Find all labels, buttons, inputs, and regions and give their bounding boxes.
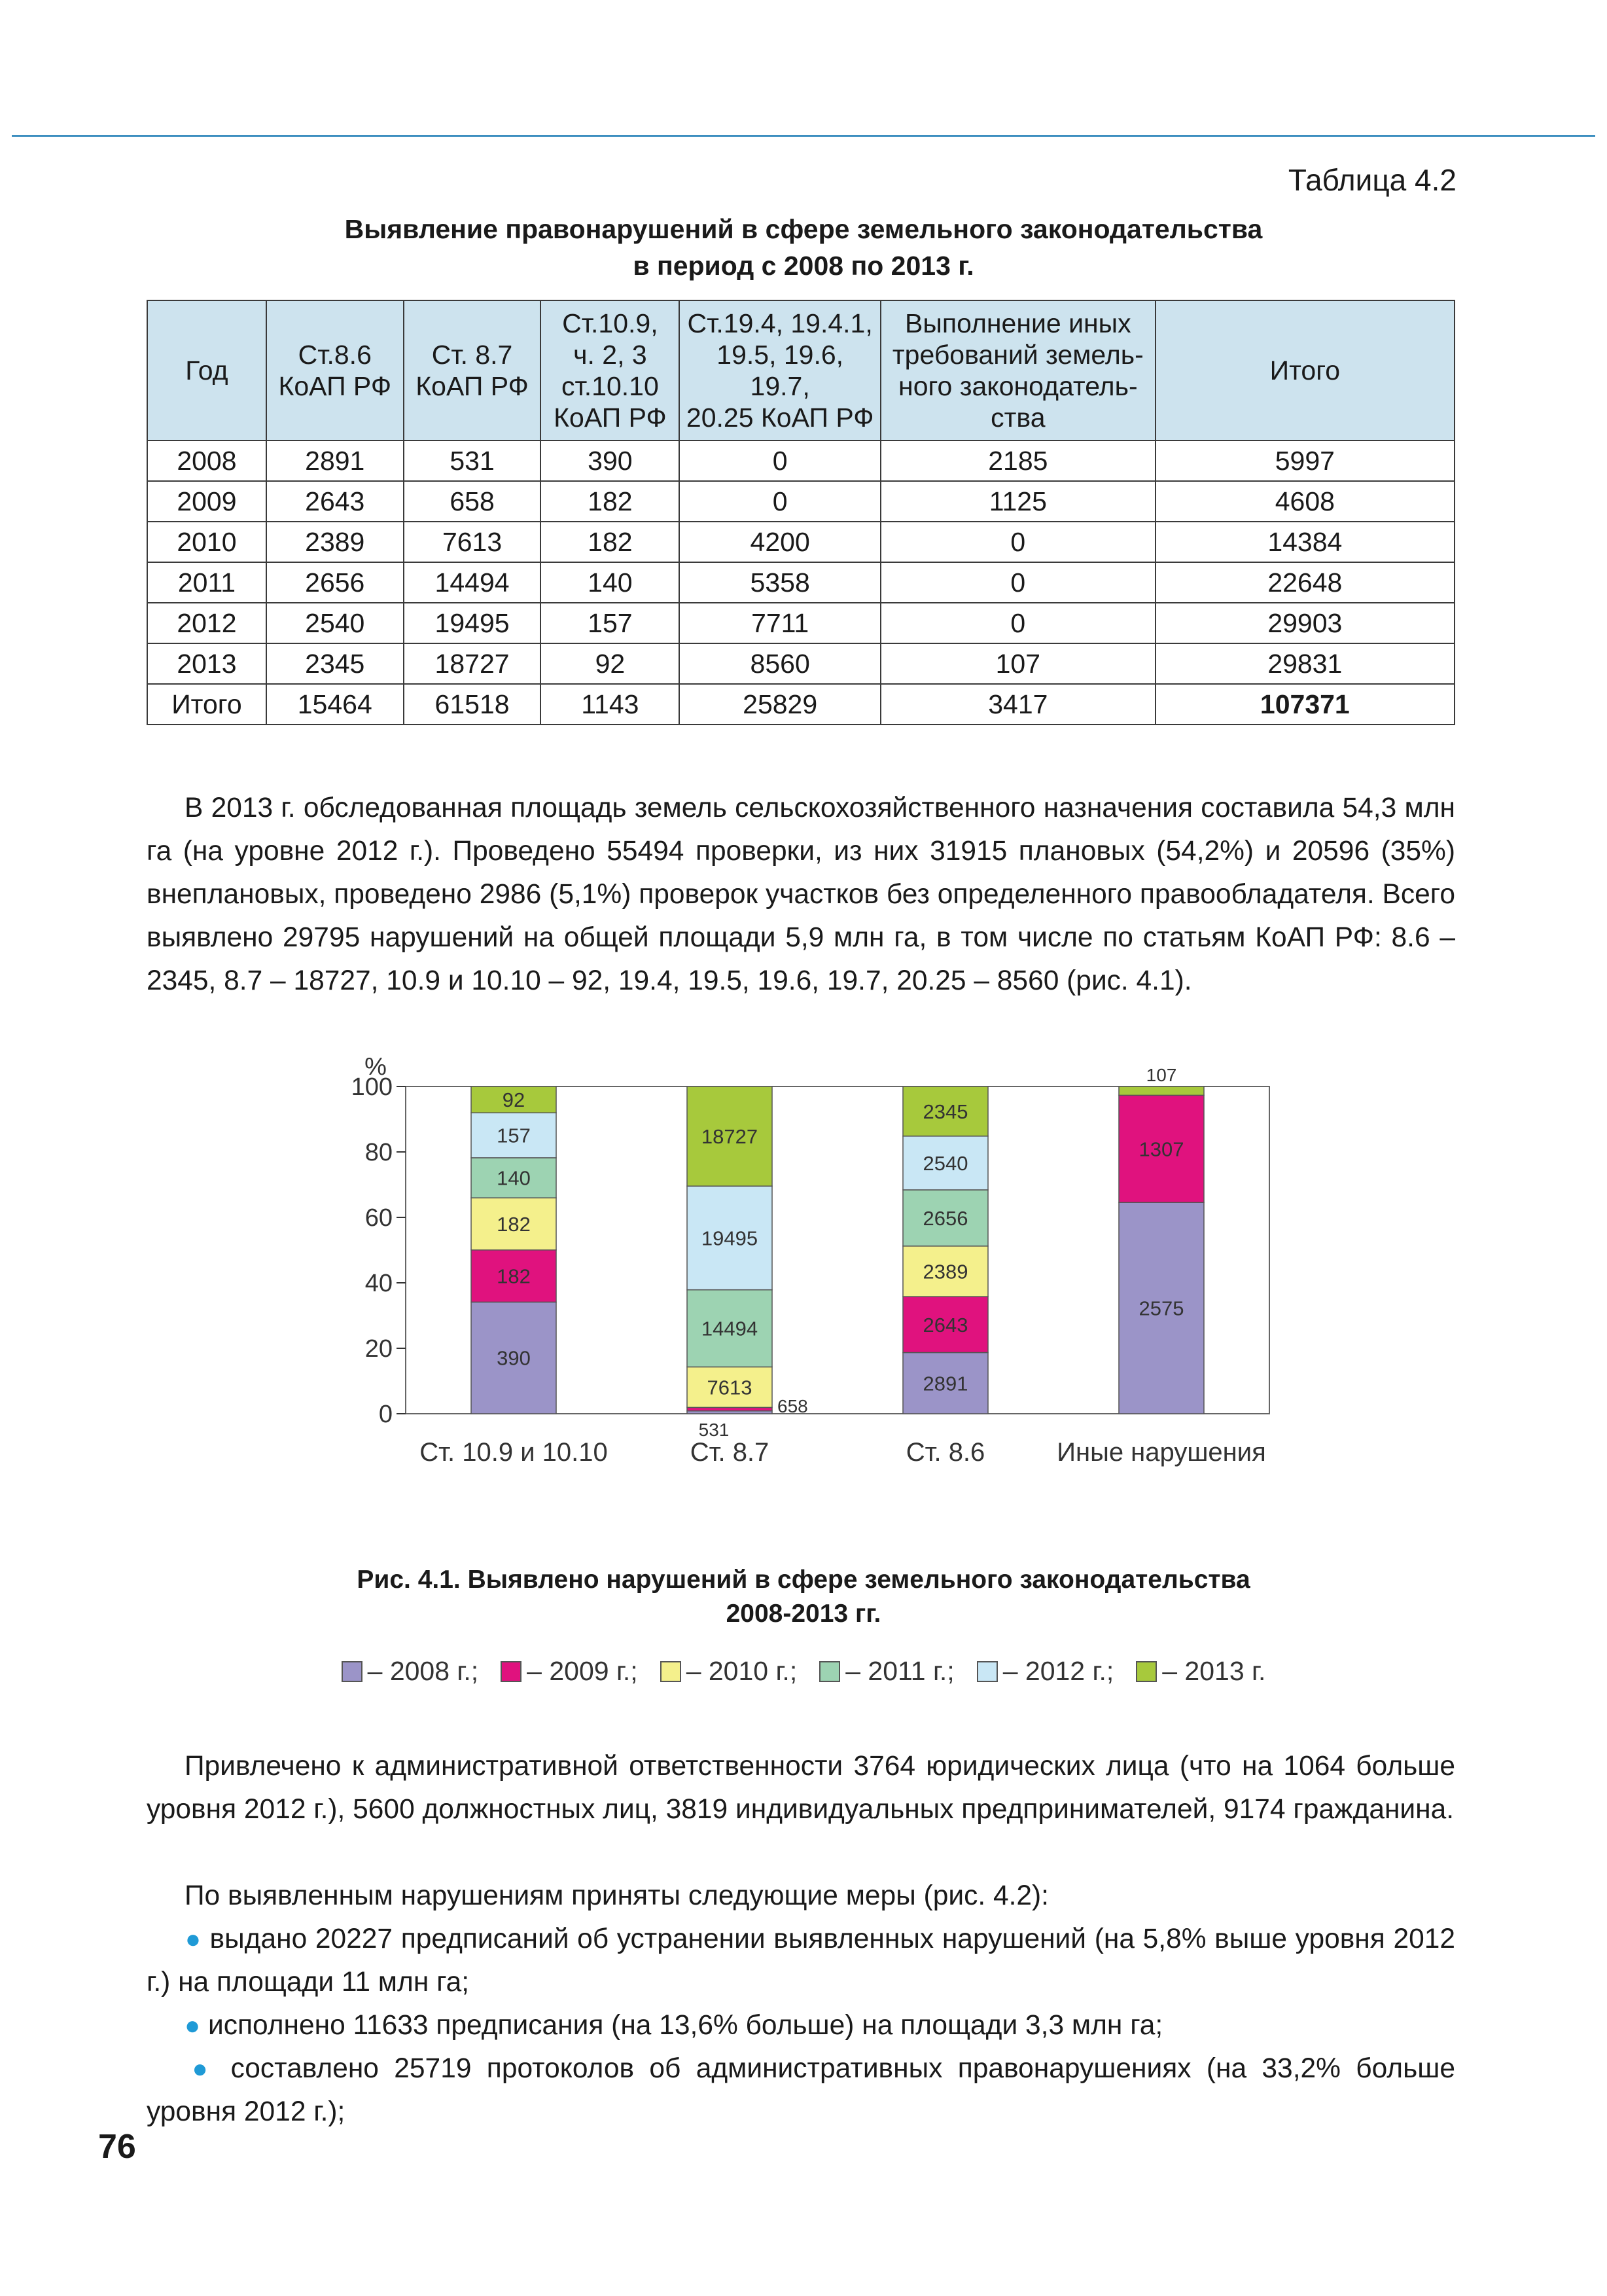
table-cell: 18727 [404, 643, 541, 684]
table-cell: 2891 [266, 440, 404, 481]
table-row [147, 684, 1455, 725]
y-tick-label: 100 [351, 1073, 393, 1101]
table-cell: 0 [679, 481, 881, 522]
data-label: 2389 [923, 1260, 968, 1283]
legend-item [660, 1656, 798, 1687]
table-header-line: КоАП РФ [554, 403, 667, 433]
legend-label: – 2013 г. [1162, 1656, 1266, 1686]
table-row [147, 481, 1455, 522]
table-cell: 4608 [1156, 481, 1455, 522]
data-label: 658 [777, 1396, 808, 1416]
table-header-line: требований земель- [892, 340, 1144, 370]
table-label: Таблица 4.2 [1288, 163, 1457, 197]
table-cell: 29831 [1156, 643, 1455, 684]
table-cell: 2656 [266, 562, 404, 603]
table-header-line: ства [991, 403, 1046, 433]
bullet-item-1 [147, 1918, 1455, 2004]
table-header-line: 20.25 КоАП РФ [686, 403, 874, 433]
data-label: 14494 [701, 1317, 758, 1340]
table-cell: 1125 [881, 481, 1156, 522]
data-label: 390 [497, 1346, 531, 1370]
y-tick-label: 80 [364, 1139, 393, 1166]
figure-caption-line-1: Рис. 4.1. Выявлено нарушений в сфере земельного законодательства [357, 1566, 1250, 1594]
table-cell: 0 [881, 562, 1156, 603]
bullet-item-2 [147, 2004, 1455, 2047]
x-tick-label: Иные нарушения [1057, 1438, 1266, 1467]
table-header-cell [1156, 300, 1455, 440]
legend-swatch [660, 1661, 681, 1682]
figure-caption [150, 1563, 1457, 1631]
legend-label: – 2008 г.; [367, 1656, 479, 1686]
y-tick-label: 40 [364, 1270, 393, 1297]
table-header-cell [881, 300, 1156, 440]
legend-label: – 2011 г.; [845, 1656, 955, 1686]
table-cell: 2013 [147, 643, 266, 684]
data-label: 1307 [1139, 1138, 1184, 1161]
table-cell: 7711 [679, 603, 881, 643]
y-axis-label: % [364, 1054, 387, 1081]
table-caption-line-2: в период с 2008 по 2013 г. [633, 251, 974, 281]
table-header-cell [540, 300, 679, 440]
legend-label: – 2009 г.; [527, 1656, 638, 1686]
data-label: 107 [1146, 1065, 1177, 1085]
table-row [147, 562, 1455, 603]
table-cell: 29903 [1156, 603, 1455, 643]
table-cell: 390 [540, 440, 679, 481]
data-label: 92 [502, 1088, 525, 1112]
table-body [147, 440, 1455, 725]
table-header-cell [266, 300, 404, 440]
table-cell: 140 [540, 562, 679, 603]
table-cell: 14494 [404, 562, 541, 603]
table-cell: 0 [881, 522, 1156, 562]
legend-item [977, 1656, 1114, 1687]
bullet-dot-icon: ● [185, 2054, 216, 2083]
data-label: 182 [497, 1212, 531, 1236]
violations-table [147, 300, 1455, 725]
table-cell: 658 [404, 481, 541, 522]
legend-item [819, 1656, 954, 1687]
figure-caption-line-2: 2008-2013 гг. [726, 1600, 881, 1628]
table-cell: 5358 [679, 562, 881, 603]
x-tick-label: Ст. 8.7 [690, 1438, 769, 1467]
table-header-line: Ст.10.9, [562, 308, 658, 338]
table-header-line: ст.10.10 [561, 371, 659, 401]
chart-legend [0, 1656, 1607, 1687]
top-rule [12, 135, 1595, 137]
data-label: 2656 [923, 1206, 968, 1230]
table-cell: 92 [540, 643, 679, 684]
table-cell: 107371 [1156, 684, 1455, 725]
bullet-text: исполнено 11633 предписания (на 13,6% больше) на площади 3,3 млн га; [207, 2010, 1163, 2041]
table-cell: 2389 [266, 522, 404, 562]
bullet-text: выдано 20227 предписаний об устранении выявленных нарушений (на 5,8% выше уровня 2012 г.) на площади 11 млн га; [147, 1924, 1455, 1998]
table-cell: Итого [147, 684, 266, 725]
table-caption-line-1: Выявление правонарушений в сфере земельного законодательства [344, 214, 1263, 244]
legend-swatch [977, 1661, 998, 1682]
x-tick-label: Ст. 10.9 и 10.10 [419, 1438, 608, 1467]
table-header-line: 19.5, 19.6, 19.7, [716, 340, 844, 401]
table-cell: 19495 [404, 603, 541, 643]
data-label: 2643 [923, 1313, 968, 1336]
table-row [147, 440, 1455, 481]
table-row [147, 522, 1455, 562]
table-header-line: Ст.19.4, 19.4.1, [687, 308, 873, 338]
legend-label: – 2012 г.; [1002, 1656, 1114, 1686]
data-label: 531 [698, 1420, 730, 1440]
legend-item [342, 1656, 479, 1687]
table-cell: 2009 [147, 481, 266, 522]
legend-swatch [342, 1661, 362, 1682]
table-header-line: Год [185, 355, 228, 386]
data-label: 157 [497, 1124, 531, 1147]
data-label: 7613 [707, 1376, 752, 1399]
table-cell: 2011 [147, 562, 266, 603]
table-header-line: Ст.8.6 [298, 340, 372, 370]
table-cell: 3417 [881, 684, 1156, 725]
paragraph-2-text: Привлечено к административной ответственности 3764 юридических лица (что на 1064 больше уровня 2012 г.), 5600 должностных лиц, 3819 индивидуальных предпринимателей, 9174 гражданина. [147, 1751, 1455, 1825]
table-header-line: Ст. 8.7 [431, 340, 513, 370]
table-cell: 157 [540, 603, 679, 643]
x-tick-label: Ст. 8.6 [906, 1438, 985, 1467]
table-cell: 22648 [1156, 562, 1455, 603]
table-cell: 0 [881, 603, 1156, 643]
table-cell: 2540 [266, 603, 404, 643]
table-cell: 61518 [404, 684, 541, 725]
table-cell: 4200 [679, 522, 881, 562]
table-header-line: ного законодатель- [898, 371, 1138, 401]
table-caption [150, 211, 1457, 284]
table-cell: 2185 [881, 440, 1156, 481]
table-header-row [147, 300, 1455, 440]
table-header-cell [147, 300, 266, 440]
y-tick-label: 60 [364, 1204, 393, 1232]
table-cell: 2345 [266, 643, 404, 684]
table-header-cell [679, 300, 881, 440]
data-label: 19495 [701, 1227, 758, 1250]
table-cell: 7613 [404, 522, 541, 562]
data-label: 18727 [701, 1125, 758, 1149]
paragraph-3-text: По выявленным нарушениям приняты следующие меры (рис. 4.2): [185, 1880, 1049, 1911]
table-cell: 8560 [679, 643, 881, 684]
table-header-line: Выполнение иных [905, 308, 1131, 338]
table-header-line: КоАП РФ [415, 371, 529, 401]
legend-swatch [501, 1661, 521, 1682]
table-cell: 2008 [147, 440, 266, 481]
table-cell: 107 [881, 643, 1156, 684]
table-cell: 2012 [147, 603, 266, 643]
table-cell: 182 [540, 481, 679, 522]
data-label: 182 [497, 1265, 531, 1288]
table-header-line: Итого [1269, 355, 1341, 386]
data-label: 2891 [923, 1372, 968, 1395]
data-label: 2345 [923, 1100, 968, 1123]
legend-item [501, 1656, 638, 1687]
bullet-dot-icon: ● [185, 2011, 201, 2040]
table-cell: 182 [540, 522, 679, 562]
table-cell: 5997 [1156, 440, 1455, 481]
paragraph-3 [147, 1874, 1455, 1918]
table-cell: 25829 [679, 684, 881, 725]
legend-swatch [819, 1661, 840, 1682]
data-label: 2575 [1139, 1297, 1184, 1320]
y-tick-label: 20 [364, 1335, 393, 1363]
table-header-line: КоАП РФ [278, 371, 391, 401]
table-row [147, 643, 1455, 684]
legend-label: – 2010 г.; [686, 1656, 798, 1686]
table-row [147, 603, 1455, 643]
table-cell: 531 [404, 440, 541, 481]
data-label: 140 [497, 1166, 531, 1190]
table-cell: 15464 [266, 684, 404, 725]
stacked-bar-chart [308, 1054, 1302, 1551]
legend-swatch [1136, 1661, 1157, 1682]
page-number: 76 [98, 2128, 136, 2166]
bullet-item-3 [147, 2047, 1455, 2134]
table-cell: 14384 [1156, 522, 1455, 562]
table-cell: 2010 [147, 522, 266, 562]
legend-item [1136, 1656, 1265, 1687]
paragraph-1-text: В 2013 г. обследованная площадь земель сельскохозяйственного назначения составила 54,3 млн га (на уровне 2012 г.). Проведено 55494 проверки, из них 31915 плановых (54,2%) и 20596 (35%) внеплановых, проведено 2986 (5,1%) проверок участков без определенного правообладателя. Всего выявлено 29795 нарушений на общей площади 5,9 млн га, в том числе по статьям КоАП РФ: 8.6 – 2345, 8.7 – 18727, 10.9 и 10.10 – 92, 19.4, 19.5, 19.6, 19.7, 20.25 – 8560 (рис. 4.1). [147, 793, 1455, 996]
table-header-cell [404, 300, 541, 440]
bullet-dot-icon: ● [185, 1925, 202, 1954]
table-cell: 1143 [540, 684, 679, 725]
paragraph-2 [147, 1745, 1455, 1831]
bullet-text: составлено 25719 протоколов об административных правонарушениях (на 33,2% больше уровня 2012 г.); [147, 2053, 1455, 2127]
bar-segment [687, 1407, 772, 1410]
paragraph-1 [147, 787, 1455, 1003]
bar-segment [1119, 1086, 1204, 1095]
table-cell: 2643 [266, 481, 404, 522]
data-label: 2540 [923, 1151, 968, 1175]
y-tick-label: 0 [378, 1401, 393, 1428]
table-header-line: ч. 2, 3 [573, 340, 647, 370]
table-cell: 0 [679, 440, 881, 481]
